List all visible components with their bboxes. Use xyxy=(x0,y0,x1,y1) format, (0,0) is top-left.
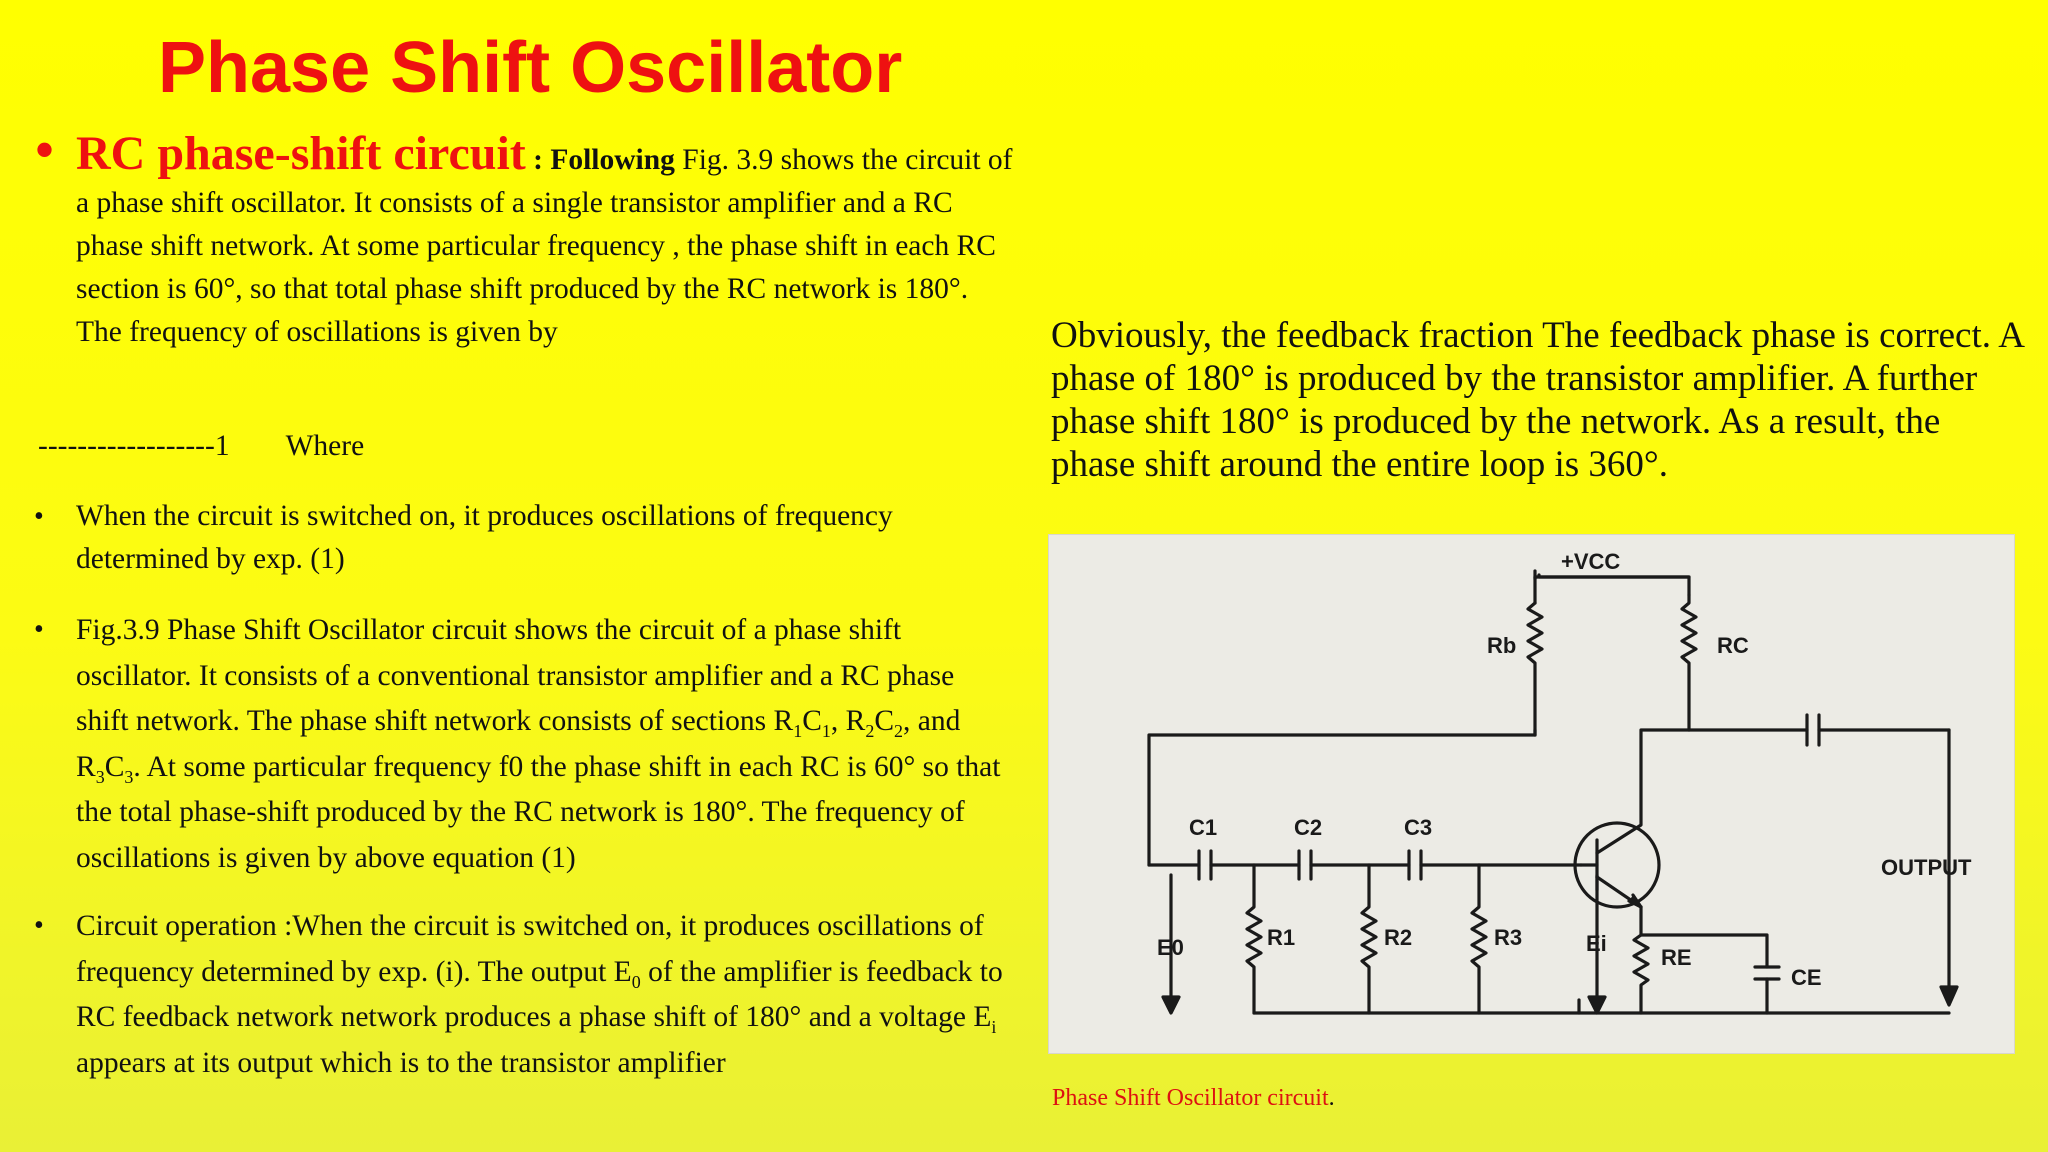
figure-caption: Phase Shift Oscillator circuit. xyxy=(1052,1085,1335,1111)
bullet-text: Circuit operation :When the circuit is switched on, it produces oscillations of frequency determined by exp. (i). The output $E_0$ of the amplifier is feedback to RC feedback network network produces a phase shift of 180° and a voltage $E_i$ appears at its output which is to the transistor amplifier xyxy=(76,910,1003,1079)
bullet-text: When the circuit is switched on, it produces oscillations of frequency determined by exp. (1) xyxy=(76,500,893,575)
output-capacitor xyxy=(1807,715,1819,745)
equation-line xyxy=(38,424,738,468)
ce-label: CE xyxy=(1791,965,1822,990)
bullet-icon: • xyxy=(34,910,44,941)
circuit-schematic xyxy=(1049,535,2014,1053)
where-label: Where xyxy=(285,430,365,462)
re-label: RE xyxy=(1661,945,1692,970)
output-label: OUTPUT xyxy=(1881,855,1972,880)
ei-label: Ei xyxy=(1586,931,1607,956)
intro-text: Fig. 3.9 shows the circuit of a phase shift oscillator. It consists of a single transistor amplifier and a RC phase shift network. At some particular frequency , the phase shift in each RC section is 60°, so that total phase shift produced by the RC network is 180°. The frequency of oscillations is given by xyxy=(76,144,1013,348)
r3-label: R3 xyxy=(1494,925,1523,950)
c3-label: C3 xyxy=(1404,815,1433,840)
following-label: : Following xyxy=(533,144,675,176)
r2-resistor xyxy=(1362,865,1376,1013)
c3-capacitor xyxy=(1409,851,1421,879)
r3-resistor xyxy=(1472,865,1486,1013)
bullet-icon: • xyxy=(34,117,56,183)
bullet-item-3 xyxy=(34,904,1004,1086)
equation-dashes: ------------------1 xyxy=(38,430,230,462)
bullet-text: Fig.3.9 Phase Shift Oscillator circuit shows the circuit of a phase shift oscillator. It consists of a conventional transistor amplifier and a RC phase shift network. The phase shift network consists of sections $R_1C_1$, $R_2C_2$, and $R_3C_3$. At some particular frequency f0 the phase shift in each RC is 60° so that the total phase-shift produced by the RC network is 180°. The frequency of oscillations is given by above equation (1) xyxy=(76,614,1001,874)
c2-capacitor xyxy=(1299,851,1311,879)
r2-label: R2 xyxy=(1384,925,1413,950)
circuit-diagram xyxy=(1048,534,2015,1054)
c1-capacitor xyxy=(1199,851,1211,879)
bullet-item-2 xyxy=(34,608,1004,881)
vcc-label: +VCC xyxy=(1561,549,1621,574)
feedback-paragraph: Obviously, the feedback fraction The feedback phase is correct. A phase of 180° is produced by the transistor amplifier. A further phase shift 180° is produced by the network. As a result, the phase shift around the entire loop is 360°. xyxy=(1051,315,2023,485)
slide-title: Phase Shift Oscillator xyxy=(158,28,903,108)
c1-label: C1 xyxy=(1189,815,1218,840)
section-heading: RC phase-shift circuit xyxy=(76,127,526,180)
e0-label: E0 xyxy=(1157,935,1184,960)
intro-paragraph xyxy=(34,117,1014,354)
ce-capacitor xyxy=(1755,967,1779,979)
c2-label: C2 xyxy=(1294,815,1323,840)
bullet-item-1 xyxy=(34,495,1004,581)
rb-resistor xyxy=(1528,603,1542,735)
bullet-icon: • xyxy=(34,614,44,645)
rc-resistor xyxy=(1682,595,1696,730)
r1-label: R1 xyxy=(1267,925,1296,950)
rc-label: RC xyxy=(1717,633,1749,658)
r1-resistor xyxy=(1247,865,1261,1013)
rb-label: Rb xyxy=(1487,633,1517,658)
re-resistor xyxy=(1634,907,1648,1013)
bullet-icon: • xyxy=(34,501,44,532)
